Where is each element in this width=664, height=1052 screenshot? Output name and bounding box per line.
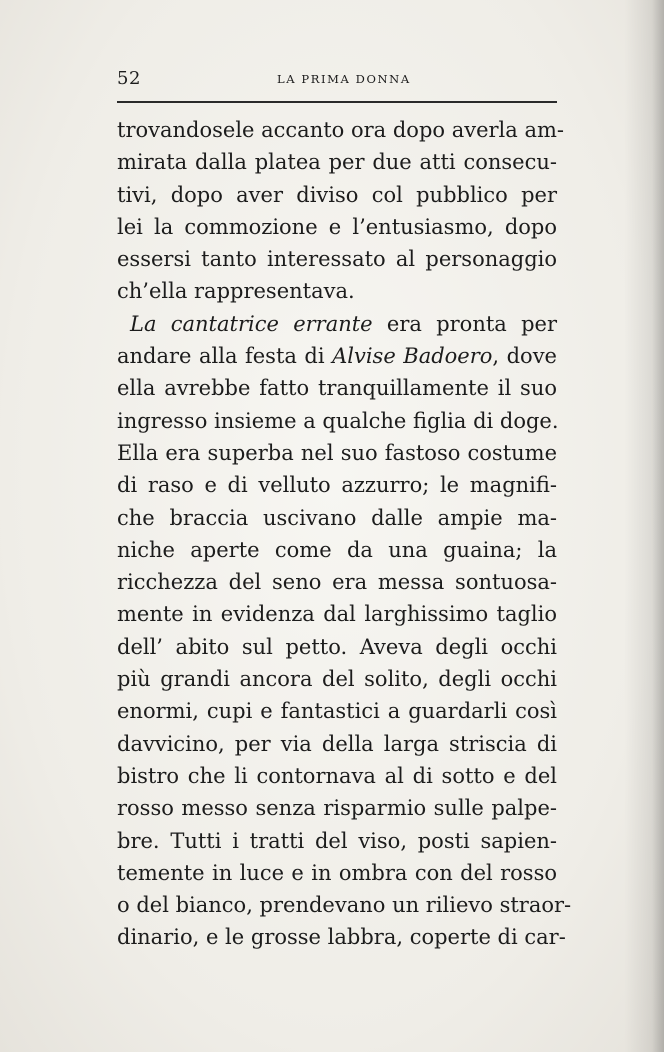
running-title: LA PRIMA DONNA <box>277 72 411 86</box>
body-text <box>117 114 572 954</box>
italic-phrase: La cantatrice errante <box>130 311 373 336</box>
italic-phrase: Alvise Badoero <box>332 344 493 369</box>
text-run: bistro che li contornava al di sotto e del <box>117 763 557 788</box>
text-run: davvicino, per via della larga striscia di <box>117 731 557 756</box>
text-run: rosso messo senza risparmio sulle palpe- <box>117 796 557 821</box>
text-run: di raso e di velluto azzurro; le magnifi- <box>117 473 557 498</box>
text-run: temente in luce e in ombra con del rosso <box>117 860 557 885</box>
text-run: enormi, cupi e fantastici a guardarli così <box>117 699 557 724</box>
page-header <box>117 68 553 90</box>
text-line <box>117 695 557 727</box>
text-line <box>117 663 557 695</box>
text-run: andare alla festa di <box>117 344 333 369</box>
text-line <box>117 566 557 598</box>
text-line <box>117 889 572 921</box>
text-run: ricchezza del seno era messa sontuosa- <box>117 570 557 595</box>
text-run: o del bianco, prendevano un rilievo straor- <box>117 893 572 918</box>
text-run: niche aperte come da una guaina; la <box>117 537 557 562</box>
text-line <box>117 760 557 792</box>
text-line <box>117 114 564 146</box>
text-line <box>117 372 557 404</box>
text-line <box>117 469 557 501</box>
text-run: mirata dalla platea per due atti consecu- <box>117 150 557 175</box>
text-line <box>117 502 557 534</box>
text-line <box>117 437 557 469</box>
page-edge-shadow <box>652 0 664 1052</box>
text-line <box>117 243 557 275</box>
text-line <box>117 211 557 243</box>
text-line <box>117 857 557 889</box>
text-run: , dove <box>492 344 557 369</box>
text-run: mente in evidenza dal larghissimo taglio <box>117 602 557 627</box>
text-run: tivi, dopo aver diviso col pubblico per <box>117 182 557 207</box>
text-line <box>117 275 557 307</box>
text-run: che braccia uscivano dalle ampie ma- <box>117 505 557 530</box>
text-line <box>117 598 557 630</box>
text-run: lei la commozione e l’entusiasmo, dopo <box>117 214 557 239</box>
header-rule <box>117 101 557 103</box>
text-line <box>117 405 557 437</box>
text-line <box>117 921 566 953</box>
text-line <box>117 179 557 211</box>
text-run: ch’ella rappresentava. <box>117 279 355 304</box>
text-run: era pronta per <box>372 311 558 336</box>
text-run: Ella era superba nel suo fastoso costume <box>117 440 557 465</box>
page-number: 52 <box>117 68 141 89</box>
text-line <box>117 146 557 178</box>
text-run: ella avrebbe fatto tranquillamente il suo <box>117 376 557 401</box>
text-line <box>117 792 557 824</box>
text-line <box>117 534 557 566</box>
text-line <box>117 340 557 372</box>
text-line <box>117 308 557 340</box>
text-line <box>117 631 557 663</box>
text-run: bre. Tutti i tratti del viso, posti sapien- <box>117 828 557 853</box>
text-run: dell’ abito sul petto. Aveva degli occhi <box>117 634 557 659</box>
text-run: dinario, e le grosse labbra, coperte di car- <box>117 925 566 950</box>
text-line <box>117 825 557 857</box>
text-run: trovandosele accanto ora dopo averla am- <box>117 118 564 142</box>
text-run: ingresso insieme a qualche figlia di doge. <box>117 408 559 433</box>
text-line <box>117 728 557 760</box>
text-run: essersi tanto interessato al personaggio <box>117 247 557 272</box>
text-run: più grandi ancora del solito, degli occhi <box>117 667 557 692</box>
